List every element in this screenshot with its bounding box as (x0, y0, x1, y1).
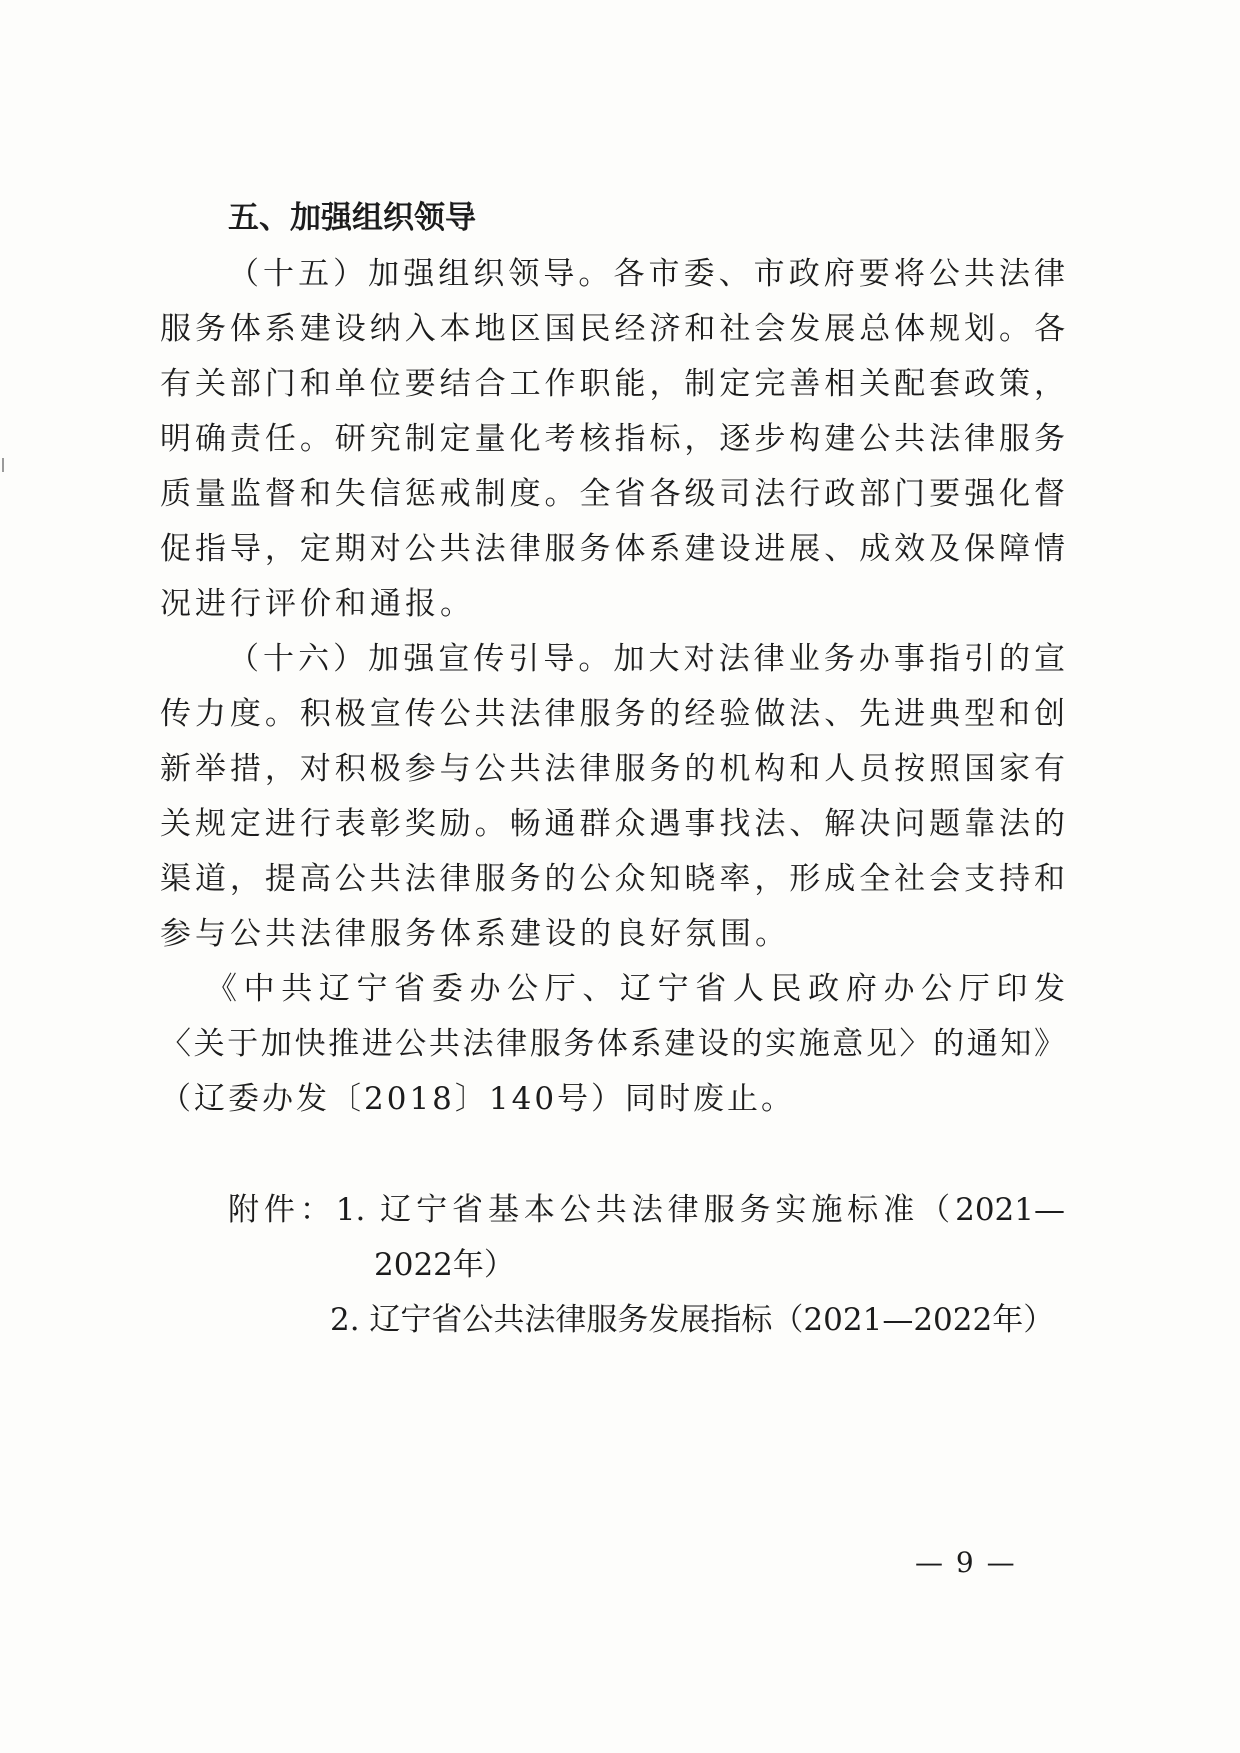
paragraph-line-13: 参与公共法律服务体系建设的良好氛围。 (160, 916, 790, 952)
binding-hole-mark (2, 458, 4, 472)
paragraph-line-7: 况进行评价和通报。 (160, 586, 475, 622)
paragraph-line-8: （十六）加强宣传引导。加大对法律业务办事指引的宣 (228, 641, 1065, 677)
paragraph-line-15: 〈关于加快推进公共法律服务体系建设的实施意见〉的通知》 (160, 1026, 1065, 1062)
paragraph-line-6: 促指导，定期对公共法律服务体系建设进展、成效及保障情 (160, 531, 1065, 567)
paragraph-line-4: 明确责任。研究制定量化考核指标，逐步构建公共法律服务 (160, 421, 1065, 457)
paragraph-line-2: 服务体系建设纳入本地区国民经济和社会发展总体规划。各 (160, 311, 1065, 347)
paragraph-line-11: 关规定进行表彰奖励。畅通群众遇事找法、解决问题靠法的 (160, 806, 1065, 842)
attachment-item-2: 2. 辽宁省公共法律服务发展指标（2021—2022年） (330, 1302, 1055, 1338)
paragraph-line-10: 新举措，对积极参与公共法律服务的机构和人员按照国家有 (160, 751, 1065, 787)
paragraph-line-14: 《中共辽宁省委办公厅、辽宁省人民政府办公厅印发 (206, 971, 1065, 1007)
paragraph-line-3: 有关部门和单位要结合工作职能，制定完善相关配套政策， (160, 366, 1065, 402)
paragraph-line-5: 质量监督和失信惩戒制度。全省各级司法行政部门要强化督 (160, 476, 1065, 512)
page-number: — 9 — (915, 1546, 1017, 1579)
paragraph-line-1: （十五）加强组织领导。各市委、市政府要将公共法律 (228, 256, 1065, 292)
attachment-item-1-line-1: 附件：1. 辽宁省基本公共法律服务实施标准（2021— (228, 1192, 1065, 1228)
section-heading: 五、加强组织领导 (228, 200, 476, 236)
attachment-item-1-line-2: 2022年） (374, 1247, 515, 1283)
paragraph-line-16: （辽委办发〔2018〕140号）同时废止。 (160, 1081, 796, 1117)
paragraph-line-9: 传力度。积极宣传公共法律服务的经验做法、先进典型和创 (160, 696, 1065, 732)
paragraph-line-12: 渠道，提高公共法律服务的公众知晓率，形成全社会支持和 (160, 861, 1065, 897)
